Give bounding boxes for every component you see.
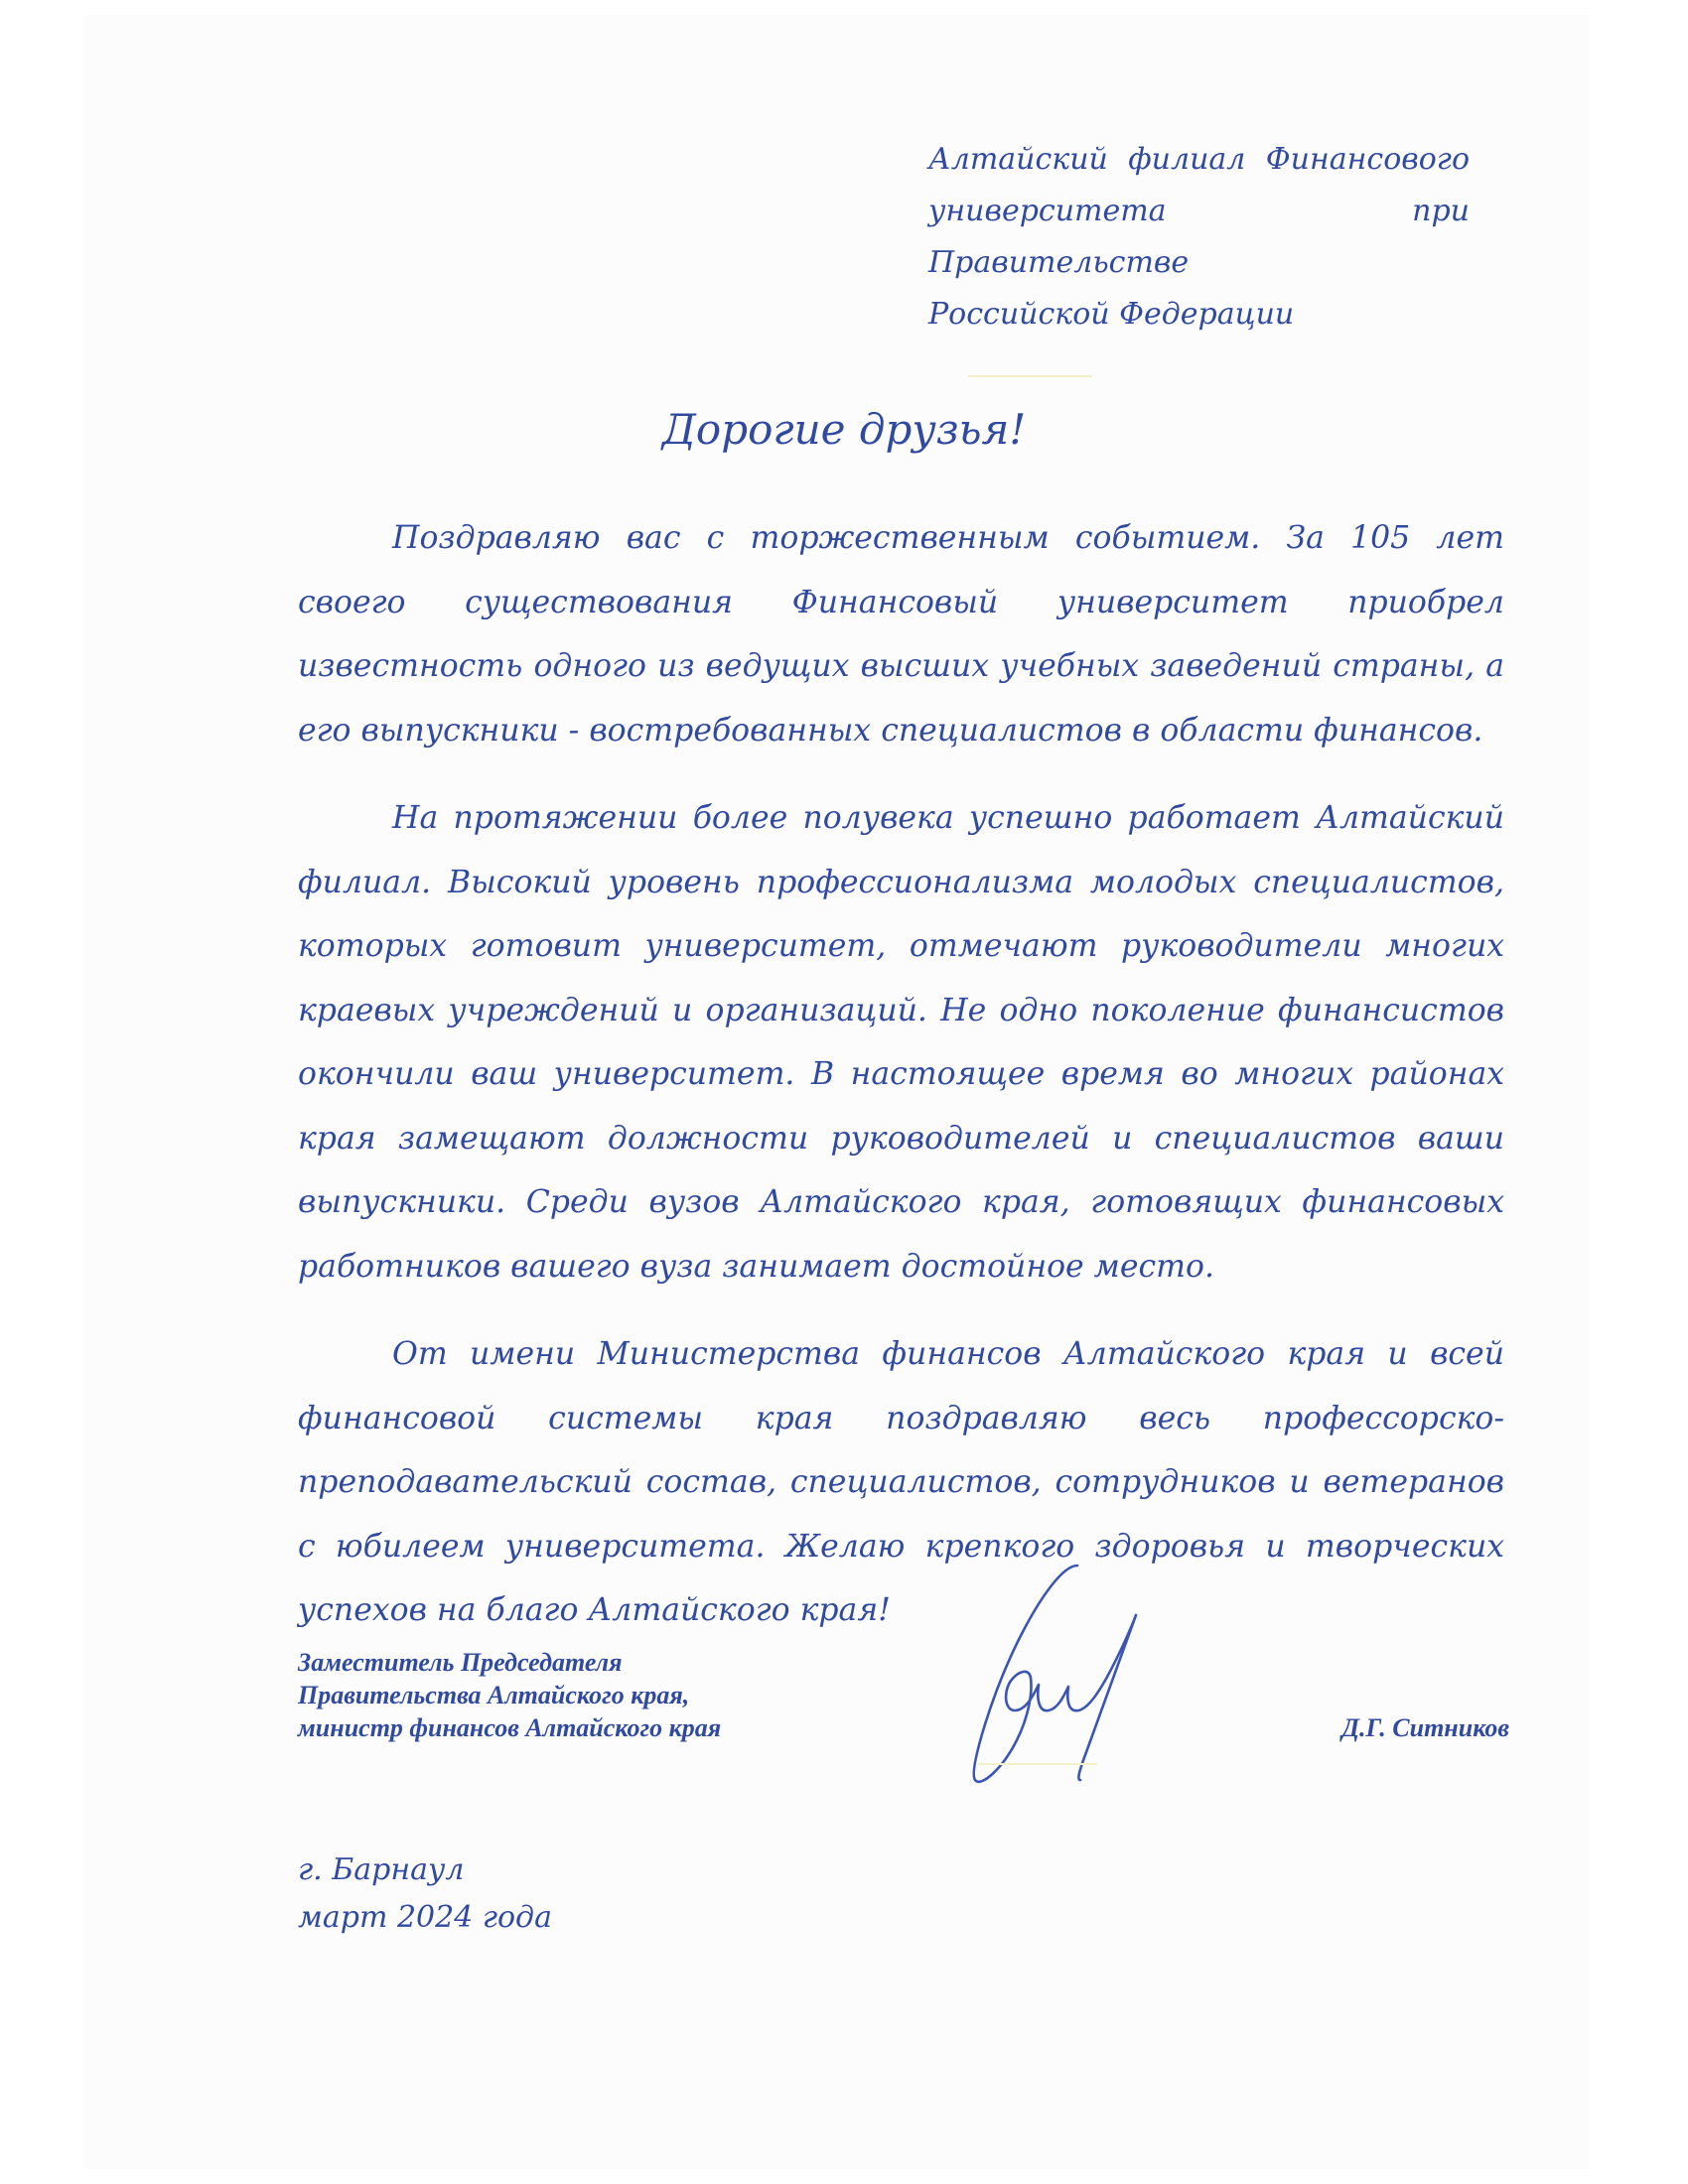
signer-name: Д.Г. Ситников	[1341, 1713, 1509, 1742]
signer-title-line-2: Правительства Алтайского края,	[298, 1681, 690, 1709]
signer-title-line-1: Заместитель Председателя	[298, 1648, 623, 1677]
paragraph-2: На протяжении более полувека успешно работает Алтайский филиал. Высокий уровень профессионализма молодых специалистов, которых готовит университет, отмечают руководители многих краевых учреждений и организаций. Не одно поколение финансистов окончили ваш университет. В настоящее время во многих районах края замещают должности руководителей и специалистов ваши выпускники. Среди вузов Алтайского края, готовящих финансовых работников вашего вуза занимает достойное место.	[298, 800, 1504, 1285]
salutation: Дорогие друзья!	[661, 405, 1027, 454]
faint-mark-top	[968, 375, 1092, 377]
addressee-block	[928, 134, 1470, 341]
addressee-line-3: Российской Федерации	[928, 297, 1295, 332]
date: март 2024 года	[298, 1900, 552, 1935]
letter-body	[298, 506, 1504, 1667]
place-date-block	[298, 1846, 715, 1942]
addressee-line-1: Алтайский филиал Финансового	[928, 142, 1470, 177]
faint-mark-signature	[978, 1763, 1097, 1765]
signer-title	[298, 1646, 854, 1744]
paragraph-1: Поздравляю вас с торжественным событием. За 105 лет своего существования Финансовый университет приобрел известность одного из ведущих высших учебных заведений страны, а его выпускники - востребованных специалистов в области финансов.	[298, 520, 1504, 749]
handwritten-signature-icon	[923, 1554, 1162, 1792]
signer-title-line-3: министр финансов Алтайского края	[298, 1713, 722, 1742]
addressee-line-2: университета при Правительстве	[928, 194, 1470, 280]
place: г. Барнаул	[298, 1852, 465, 1887]
paragraph-3: От имени Министерства финансов Алтайского края и всей финансовой системы края поздравляю весь профессорско-преподавательский состав, специалистов, сотрудников и ветеранов с юбилеем университета. Желаю крепкого здоровья и творческих успехов на благо Алтайского края!	[298, 1336, 1504, 1628]
